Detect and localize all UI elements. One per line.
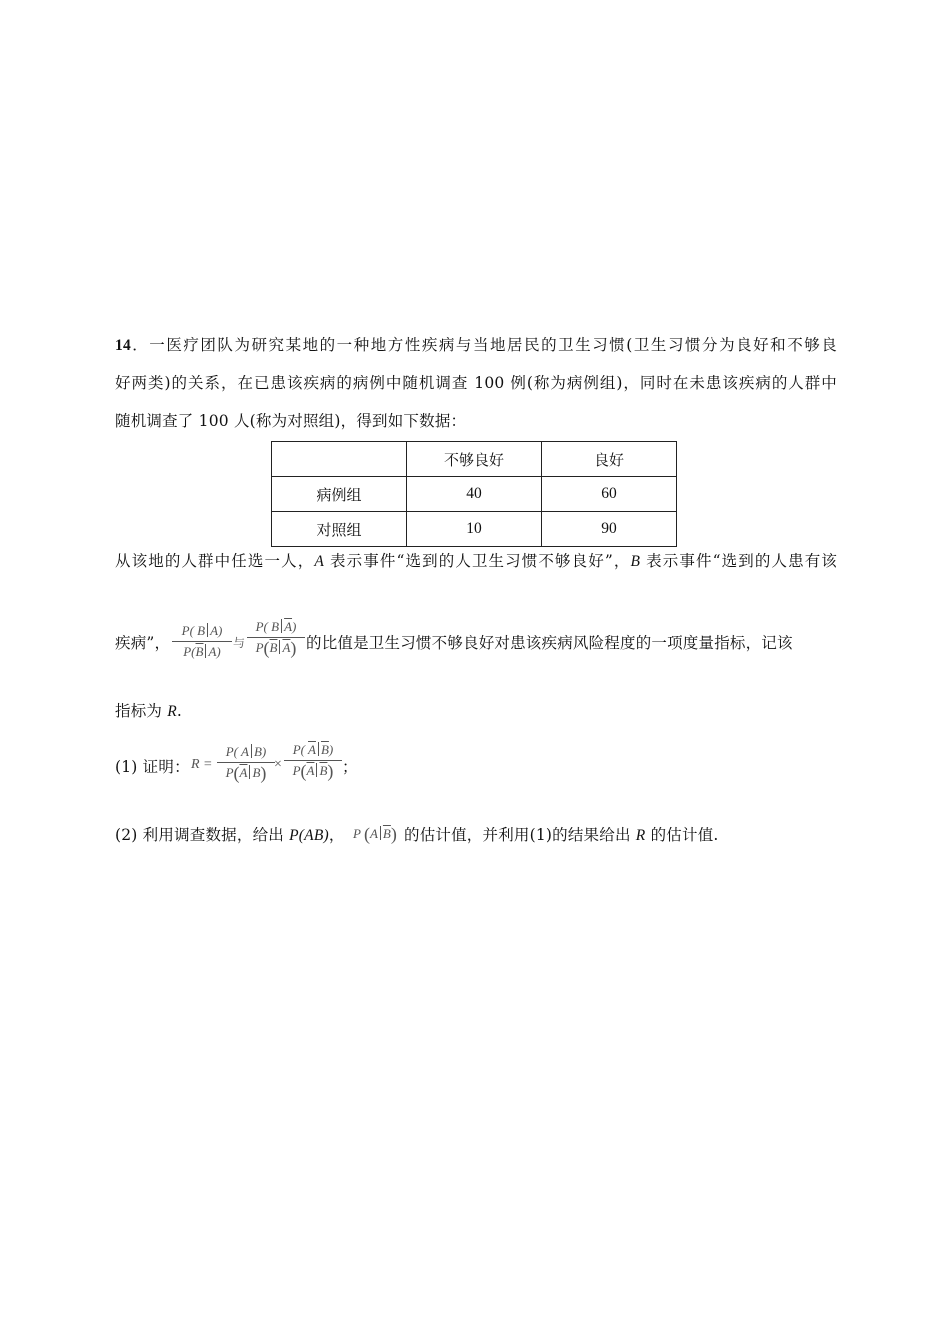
problem-line-2: 好两类)的关系，在已患该疾病的病例中随机调查 100 例(称为病例组)，同时在未患该疾病的人群中 bbox=[115, 374, 837, 392]
part1-end: ； bbox=[342, 758, 358, 776]
table-header-cell bbox=[272, 442, 407, 477]
table-header-row bbox=[272, 442, 677, 477]
table-header-cell: 良好 bbox=[542, 442, 677, 477]
table-cell: 90 bbox=[542, 512, 677, 547]
var-a: A bbox=[314, 553, 324, 570]
ratio-line-end: 的比值是卫生习惯不够良好对患该疾病风险程度的一项度量指标，记该 bbox=[306, 634, 793, 652]
part2-end: 的估计值，并利用(1)的结果给出 R 的估计值. bbox=[404, 826, 719, 844]
part1-label: (1) 证明： bbox=[115, 758, 190, 776]
table-cell: 60 bbox=[542, 477, 677, 512]
fraction-p-b-given-a: P( B A) $P(\overline{B}$ A) bbox=[172, 623, 232, 660]
table-cell: 40 bbox=[407, 477, 542, 512]
survey-table bbox=[271, 441, 677, 547]
problem-line-3: 随机调查了 100 人(称为对照组)，得到如下数据： bbox=[115, 412, 467, 430]
var-r-part2: R bbox=[635, 827, 646, 844]
table-row bbox=[272, 512, 677, 547]
connector-yu: 与 bbox=[233, 636, 246, 650]
var-r: R bbox=[167, 703, 177, 720]
problem-line-1: 14．一医疗团队为研究某地的一种地方性疾病与当地居民的卫生习惯(卫生习惯分为良好和不够良 bbox=[115, 336, 837, 354]
table-row bbox=[272, 477, 677, 512]
event-definition-line: 从该地的人群中任选一人，A 表示事件“选到的人卫生习惯不够良好”，B 表示事件“选到的人患有该 bbox=[115, 552, 838, 570]
problem-number: 14 bbox=[115, 337, 131, 354]
table-header-cell: 不够良好 bbox=[407, 442, 542, 477]
p-ab: P(AB) bbox=[289, 827, 329, 844]
ratio-line-start: 疾病”， bbox=[115, 634, 171, 652]
table-row-label: 对照组 bbox=[272, 512, 407, 547]
table-cell: 10 bbox=[407, 512, 542, 547]
fraction-p-b-given-not-a: P( B $\overline{A}$) $P(\overline{B}$ $\overline{A}$) bbox=[247, 619, 305, 656]
metric-line: 指标为 R. bbox=[115, 702, 183, 720]
part1-lhs: R = bbox=[191, 757, 213, 772]
fraction-p-not-a-given-not-b: P( $\overline{A}$ $\overline{B}$) $P(\overline{A}$ $\overline{B}$) bbox=[284, 742, 342, 779]
p-a-given-not-b: P (A $\overline{B}$) bbox=[353, 824, 397, 844]
var-b: B bbox=[630, 553, 641, 570]
times-sign: × bbox=[274, 757, 282, 772]
part2-start: (2) 利用调查数据，给出 P(AB)， bbox=[115, 826, 345, 844]
table-row-label: 病例组 bbox=[272, 477, 407, 512]
fraction-p-a-given-b: P( A B) $P(\overline{A}$ B) bbox=[217, 744, 275, 781]
problem-text-1: 一医疗团队为研究某地的一种地方性疾病与当地居民的卫生习惯(卫生习惯分为良好和不够良 bbox=[149, 336, 837, 354]
